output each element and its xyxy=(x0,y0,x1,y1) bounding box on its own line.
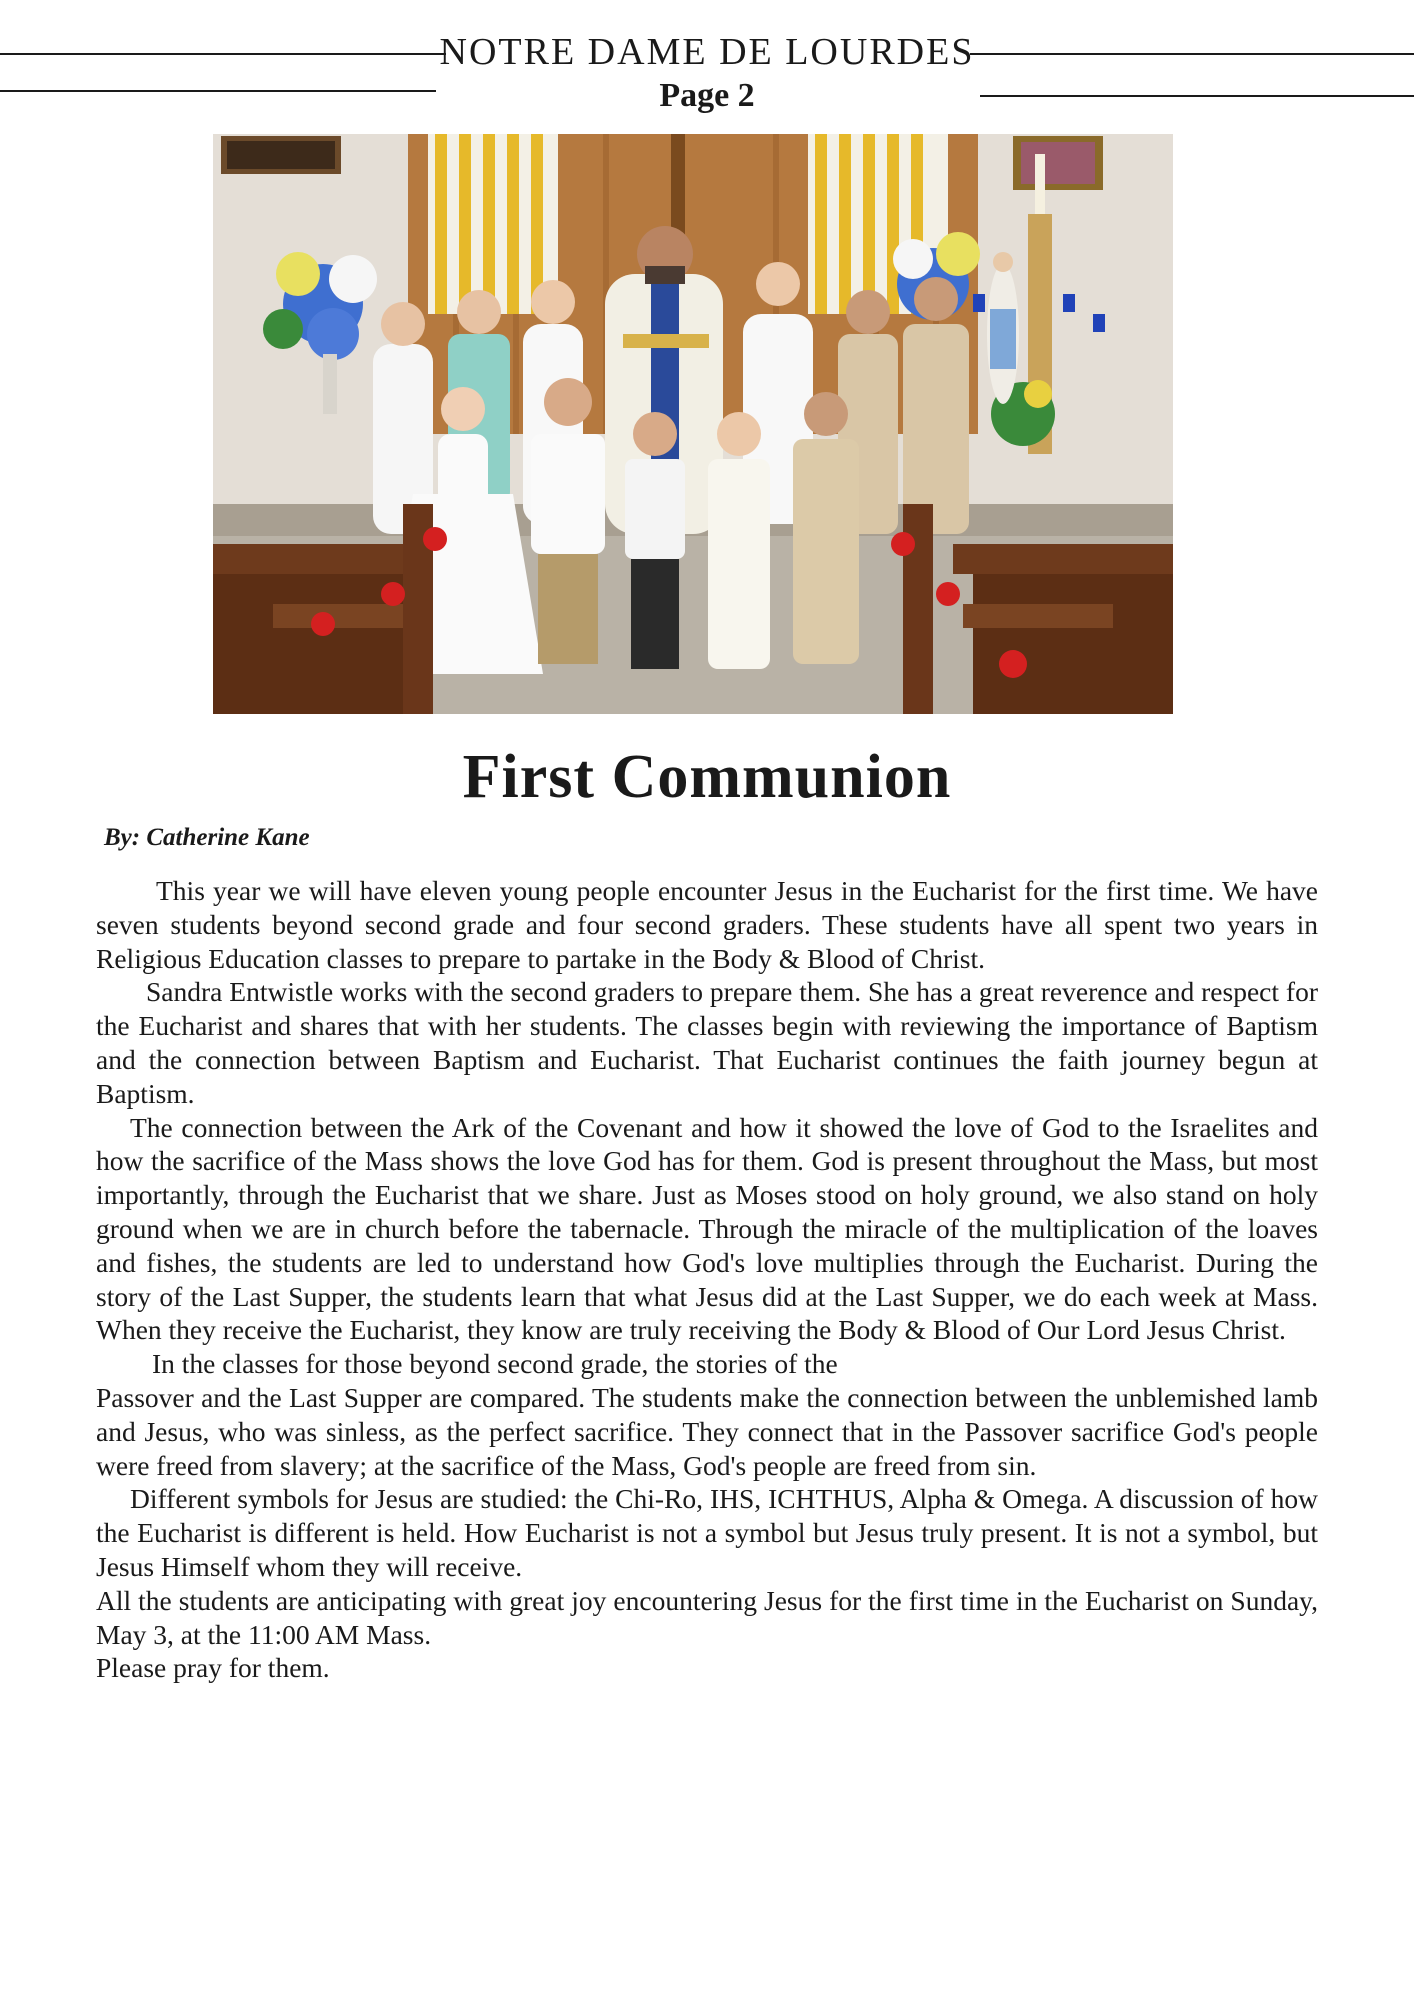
page-number: Page 2 xyxy=(659,77,755,114)
article-body xyxy=(96,874,1318,1685)
article-paragraph: Sandra Entwistle works with the second graders to prepare them. She has a great reverence and respect for the Eucharist and shares that with her students. The classes begin with reviewing the importance of Baptism and the connection between Baptism and Eucharist. That Eucharist continues the faith journey begun at Baptism. xyxy=(96,976,1318,1109)
article-paragraph: Please pray for them. xyxy=(96,1652,330,1684)
masthead-title: NOTRE DAME DE LOURDES xyxy=(439,31,975,73)
article-paragraph: The connection between the Ark of the Covenant and how it showed the love of God to the Israelites and how the sacrifice of the Mass shows the love God has for them. God is present throughout the Mass, but most importantly, through the Eucharist that we share. Just as Moses stood on holy ground, we also stand on holy ground when we are in church before the tabernacle. Through the miracle of the multiplication of the loaves and fishes, the students are led to understand how God's love multiplies through the Eucharist. During the story of the Last Supper, the students learn that what Jesus did at the Last Supper, we do each week at Mass. When they receive the Eucharist, they know are truly receiving the Body & Blood of Our Lord Jesus Christ. xyxy=(96,1111,1318,1346)
first-communion-photo xyxy=(213,134,1173,714)
article-paragraph: Passover and the Last Supper are compared. The students make the connection between the unblemished lamb and Jesus, who was sinless, as the perfect sacrifice. They connect that in the Passover sacrifice God's people were freed from slavery; at the sacrifice of the Mass, God's people are freed from sin. xyxy=(96,1381,1318,1481)
article-paragraph: Different symbols for Jesus are studied: the Chi-Ro, IHS, ICHTHUS, Alpha & Omega. A discussion of how the Eucharist is different is held. How Eucharist is not a symbol but Jesus truly present. It is not a symbol, but Jesus Himself whom they will receive. xyxy=(96,1483,1318,1582)
article-byline: By: Catherine Kane xyxy=(104,824,310,851)
article-paragraph: In the classes for those beyond second grade, the stories of the xyxy=(152,1348,838,1380)
article-paragraph: All the students are anticipating with great joy encountering Jesus for the first time in the Eucharist on Sunday, May 3, at the 11:00 AM Mass. xyxy=(96,1584,1318,1650)
article-title: First Communion xyxy=(462,743,952,811)
article-paragraph: This year we will have eleven young people encounter Jesus in the Eucharist for the first time. We have seven students beyond second grade and four second graders. These students have all spent two years in Religious Education classes to prepare to partake in the Body & Blood of Christ. xyxy=(96,875,1318,974)
